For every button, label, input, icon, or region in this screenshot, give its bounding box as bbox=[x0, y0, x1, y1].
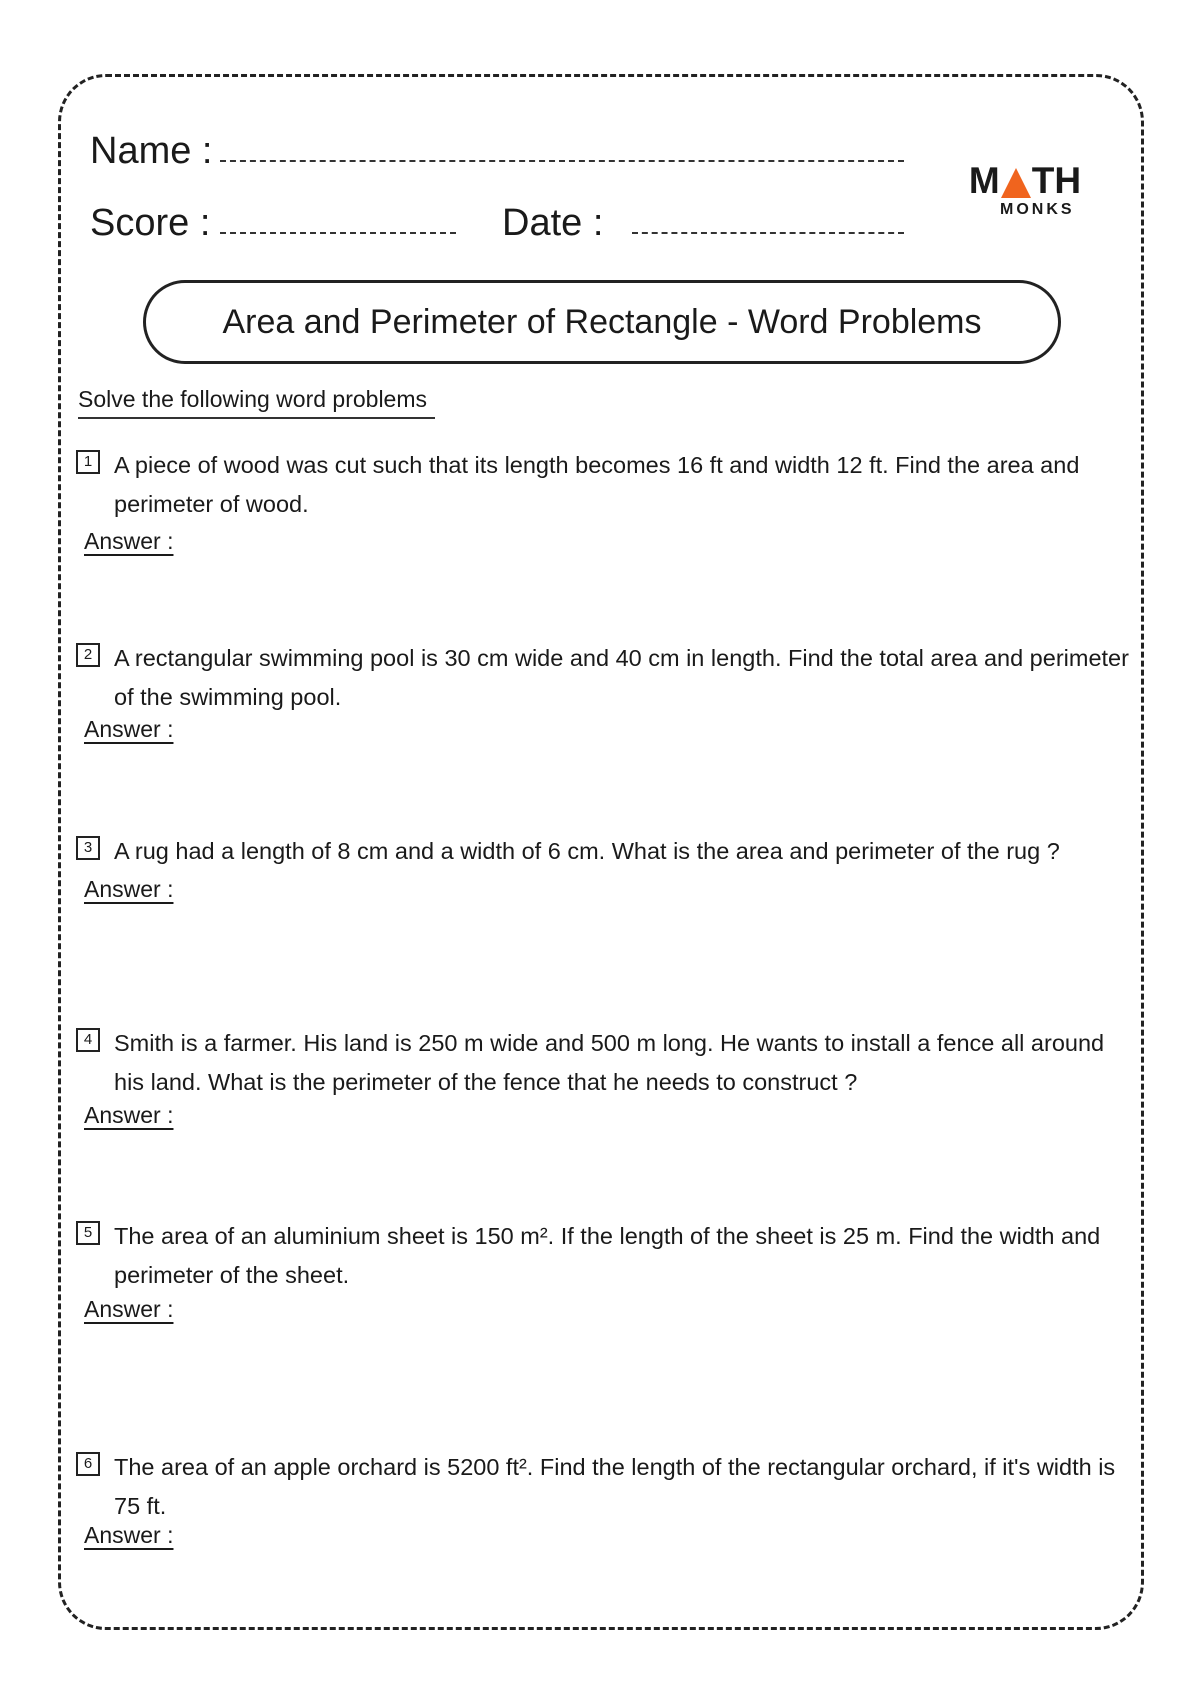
answer-label-6: Answer : bbox=[84, 1522, 174, 1548]
question-text: A rectangular swimming pool is 30 cm wide and 40 cm in length. Find the total area and perimeter of the swimming pool. bbox=[114, 645, 1129, 710]
answer-label-3: Answer : bbox=[84, 876, 174, 902]
date-label: Date : bbox=[502, 202, 604, 244]
question-number-box: 2 bbox=[76, 643, 100, 667]
instructions: Solve the following word problems bbox=[78, 386, 435, 419]
question-number-box: 5 bbox=[76, 1221, 100, 1245]
question-1 bbox=[76, 446, 1136, 524]
question-number-box: 6 bbox=[76, 1452, 100, 1476]
question-4 bbox=[76, 1024, 1136, 1102]
date-blank[interactable] bbox=[632, 232, 904, 234]
logo-text-right: TH bbox=[1031, 160, 1082, 201]
question-text: A rug had a length of 8 cm and a width of 6 cm. What is the area and perimeter of the rug ? bbox=[114, 838, 1060, 864]
score-blank[interactable] bbox=[220, 232, 456, 234]
question-3 bbox=[76, 832, 1136, 871]
name-label: Name : bbox=[90, 130, 213, 172]
logo-text-left: M bbox=[968, 160, 1000, 201]
question-text: The area of an aluminium sheet is 150 m². If the length of the sheet is 25 m. Find the width and perimeter of the sheet. bbox=[114, 1223, 1101, 1288]
question-text: The area of an apple orchard is 5200 ft². Find the length of the rectangular orchard, if it's width is 75 ft. bbox=[114, 1454, 1116, 1519]
name-blank[interactable] bbox=[220, 160, 904, 162]
question-text: Smith is a farmer. His land is 250 m wide and 500 m long. He wants to install a fence all around his land. What is the perimeter of the fence that he needs to construct ? bbox=[114, 1030, 1105, 1095]
question-number-box: 3 bbox=[76, 836, 100, 860]
question-6 bbox=[76, 1448, 1136, 1526]
logo-subtext: MONKS bbox=[1000, 201, 1075, 218]
title-banner bbox=[143, 280, 1061, 364]
answer-label-1: Answer : bbox=[84, 528, 174, 554]
question-2 bbox=[76, 639, 1136, 717]
question-number-box: 1 bbox=[76, 450, 100, 474]
page-title: Area and Perimeter of Rectangle - Word Problems bbox=[222, 302, 982, 341]
logo-triangle-icon bbox=[1001, 168, 1031, 198]
question-5 bbox=[76, 1217, 1136, 1295]
answer-label-5: Answer : bbox=[84, 1296, 174, 1322]
math-monks-logo bbox=[970, 162, 1080, 219]
score-label: Score : bbox=[90, 202, 211, 244]
answer-label-2: Answer : bbox=[84, 716, 174, 742]
question-text: A piece of wood was cut such that its length becomes 16 ft and width 12 ft. Find the area and perimeter of wood. bbox=[114, 452, 1080, 517]
question-number-box: 4 bbox=[76, 1028, 100, 1052]
answer-label-4: Answer : bbox=[84, 1102, 174, 1128]
